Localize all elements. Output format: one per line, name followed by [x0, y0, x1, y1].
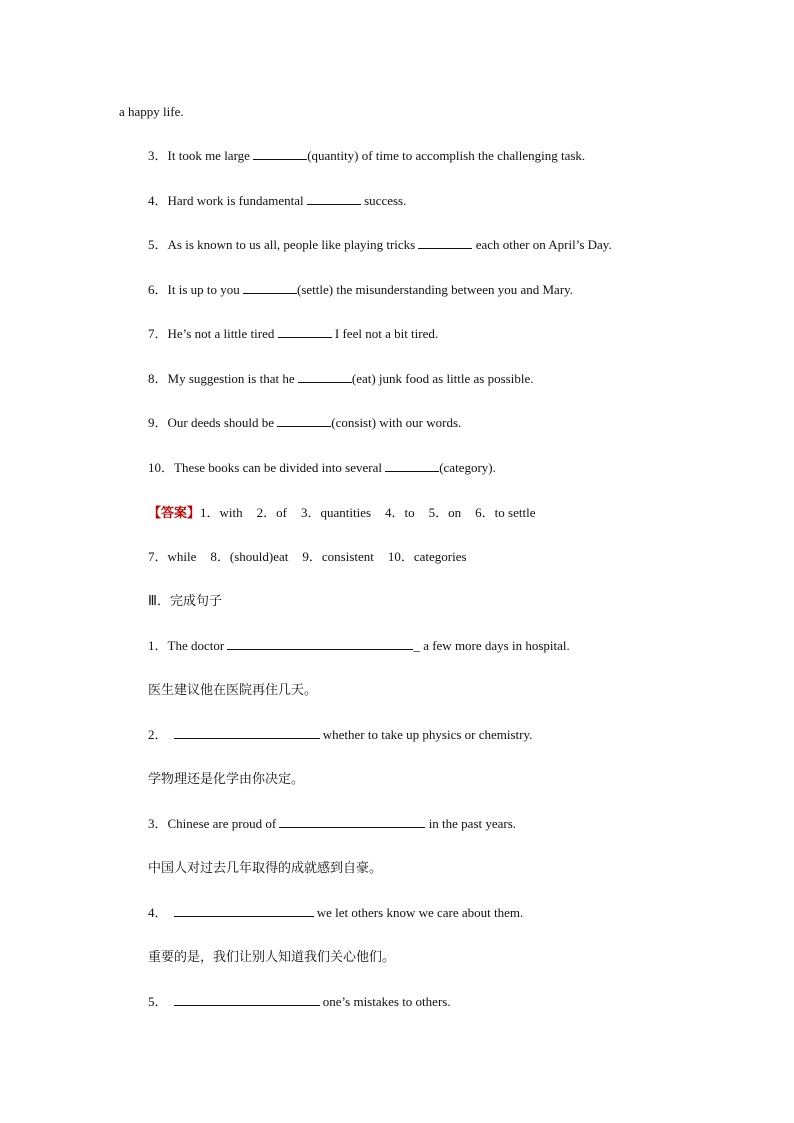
- exercise-item-7: 7．He’s not a little tired I feel not a bit tired.: [148, 326, 439, 341]
- exercise-item-8: 8．My suggestion is that he (eat) junk food as little as possible.: [148, 371, 534, 386]
- sentence-translation-1: 医生建议他在医院再住几天。: [148, 683, 318, 698]
- answer-blank[interactable]: [307, 192, 361, 205]
- exercise-item-5: 5．As is known to us all, people like playing tricks each other on April’s Day.: [148, 237, 612, 252]
- answer-blank[interactable]: [277, 414, 331, 427]
- continuation-text: a happy life.: [119, 104, 184, 119]
- sentence-translation-4: 重要的是，我们让别人知道我们关心他们。: [148, 950, 396, 965]
- answer-blank[interactable]: [227, 637, 413, 650]
- answer-label: 【答案】: [148, 506, 201, 521]
- sentence-item-3: 3．Chinese are proud of in the past years.: [148, 816, 517, 831]
- sentence-translation-3: 中国人对过去几年取得的成就感到自豪。: [148, 861, 383, 876]
- sentence-item-4: 4． we let others know we care about them.: [148, 905, 524, 920]
- exercise-item-9: 9．Our deeds should be (consist) with our words.: [148, 415, 462, 430]
- exercise-item-4: 4．Hard work is fundamental success.: [148, 193, 407, 208]
- sentence-item-5: 5． one’s mistakes to others.: [148, 994, 451, 1009]
- sentence-item-2: 2． whether to take up physics or chemistry.: [148, 727, 533, 742]
- answer-line-1: 【答案】1．with 2．of 3．quantities 4．to 5．on 6．to settle: [148, 505, 536, 521]
- answer-blank[interactable]: [278, 325, 332, 338]
- exercise-item-6: 6．It is up to you (settle) the misunderstanding between you and Mary.: [148, 282, 574, 297]
- sentence-translation-2: 学物理还是化学由你决定。: [148, 772, 305, 787]
- answer-blank[interactable]: [174, 726, 320, 739]
- sentence-item-1: 1．The doctor _ a few more days in hospital.: [148, 638, 570, 653]
- answer-blank[interactable]: [279, 815, 425, 828]
- answer-line-2: 7．while 8．(should)eat 9．consistent 10．categories: [148, 549, 467, 564]
- answer-blank[interactable]: [253, 147, 307, 160]
- answer-blank[interactable]: [243, 281, 297, 294]
- section-heading: Ⅲ．完成句子: [148, 594, 222, 609]
- answer-blank[interactable]: [174, 993, 320, 1006]
- answer-blank[interactable]: [385, 459, 439, 472]
- exercise-item-3: 3．It took me large (quantity) of time to accomplish the challenging task.: [148, 148, 586, 163]
- exercise-item-10: 10．These books can be divided into several (category).: [148, 460, 496, 475]
- answer-blank[interactable]: [298, 370, 352, 383]
- answer-blank[interactable]: [174, 904, 314, 917]
- answer-blank[interactable]: [418, 236, 472, 249]
